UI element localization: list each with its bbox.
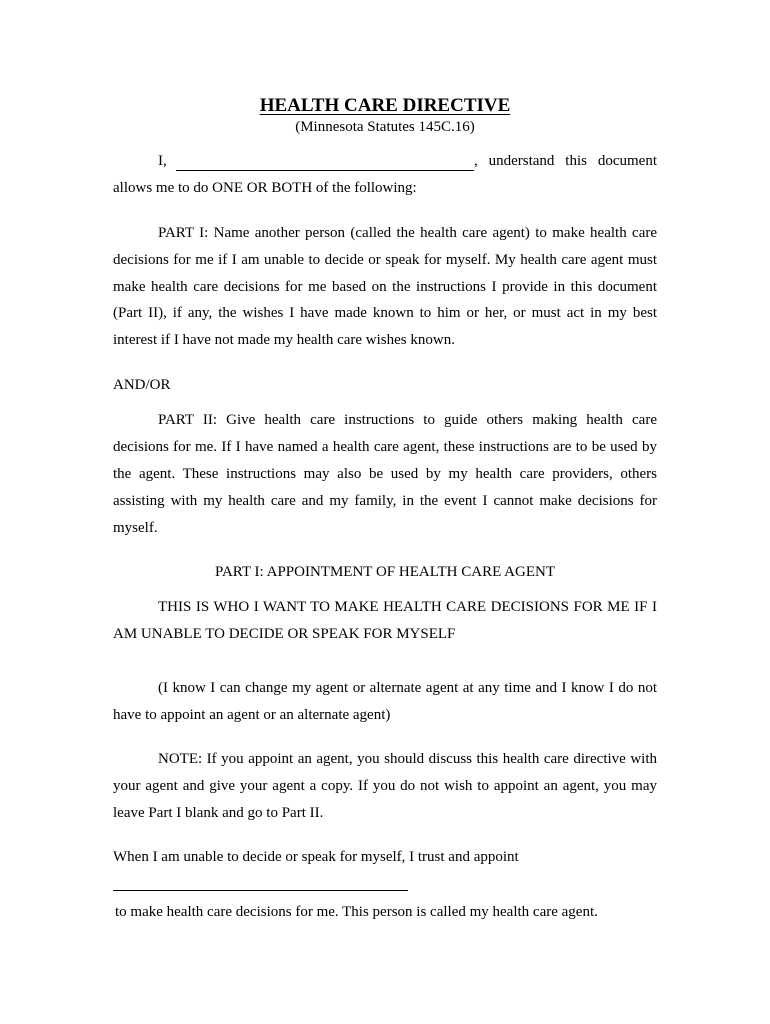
- intro-pronoun: I,: [158, 153, 167, 169]
- note-line-3: leave Part I blank and go to Part II.: [113, 805, 324, 821]
- and-or-label: AND/OR: [113, 377, 171, 393]
- part1-line-4: (Part II), if any, the wishes I have made known to him or her, or must act in my best: [113, 305, 657, 321]
- note-line-2: your agent and give your agent a copy. If you do not wish to appoint an agent, you may: [113, 778, 657, 794]
- change-line-1: (I know I can change my agent or alternate agent at any time and I know I do not: [158, 680, 657, 696]
- intro-after-blank: , understand this document: [474, 153, 657, 169]
- agent-name-blank[interactable]: [113, 890, 408, 891]
- section-heading: PART I: APPOINTMENT OF HEALTH CARE AGENT: [215, 564, 555, 580]
- agent-line: to make health care decisions for me. This person is called my health care agent.: [115, 904, 598, 920]
- part1-line-2: decisions for me if I am unable to decide or speak for myself. My health care agent must: [113, 252, 657, 268]
- change-line-2: have to appoint an agent or an alternate agent): [113, 707, 391, 723]
- principal-name-blank[interactable]: [176, 170, 474, 171]
- who-line-2: AM UNABLE TO DECIDE OR SPEAK FOR MYSELF: [113, 626, 456, 642]
- part2-line-1: PART II: Give health care instructions to guide others making health care: [158, 412, 657, 428]
- part2-line-3: the agent. These instructions may also be used by my health care providers, others: [113, 466, 657, 482]
- part2-line-2: decisions for me. If I have named a health care agent, these instructions are to be used by: [113, 439, 657, 455]
- part2-line-5: myself.: [113, 520, 158, 536]
- part1-line-5: interest if I have not made my health care wishes known.: [113, 332, 455, 348]
- who-line-1: THIS IS WHO I WANT TO MAKE HEALTH CARE DECISIONS FOR ME IF I: [158, 599, 657, 615]
- intro-line-2: allows me to do ONE OR BOTH of the following:: [113, 180, 417, 196]
- part1-line-1: PART I: Name another person (called the health care agent) to make health care: [158, 225, 657, 241]
- document-title: HEALTH CARE DIRECTIVE: [259, 95, 511, 116]
- part1-line-3: make health care decisions for me based on the instructions I provide in this document: [113, 279, 657, 295]
- document-subtitle: (Minnesota Statutes 145C.16): [295, 119, 475, 135]
- appoint-line: When I am unable to decide or speak for myself, I trust and appoint: [113, 849, 519, 865]
- part2-line-4: assisting with my health care and my family, in the event I cannot make decisions for: [113, 493, 657, 509]
- note-line-1: NOTE: If you appoint an agent, you should discuss this health care directive with: [158, 751, 657, 767]
